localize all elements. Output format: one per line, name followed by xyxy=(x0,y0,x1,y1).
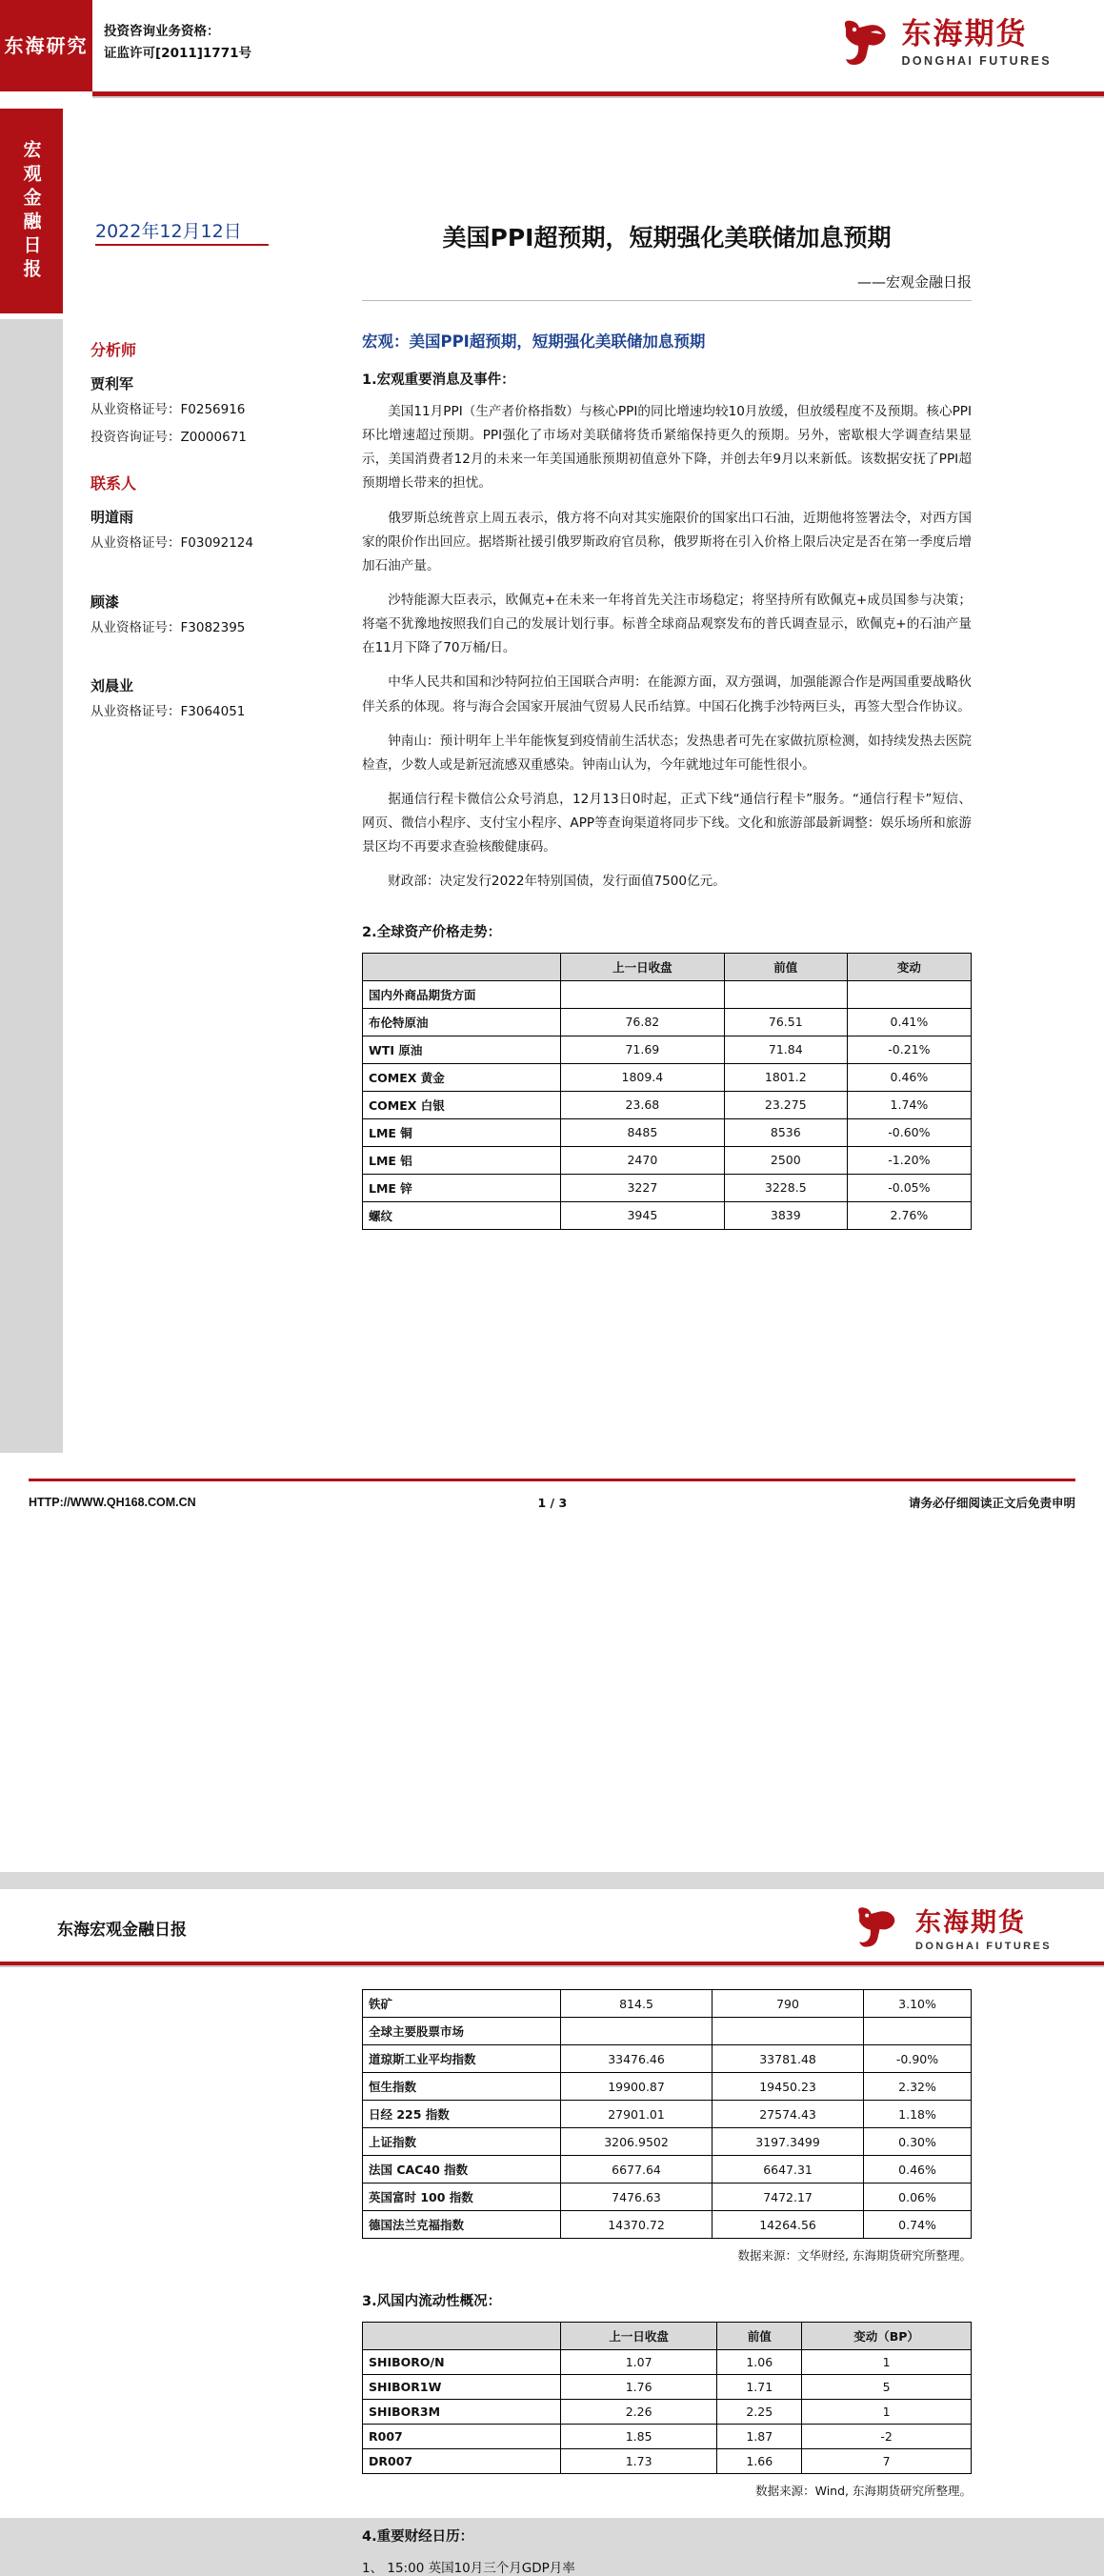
table-row xyxy=(363,2073,972,2101)
analyst-heading: 分析师 xyxy=(90,341,137,359)
page2-content xyxy=(362,1989,972,2576)
cell-change: 0.30% xyxy=(864,2128,972,2156)
document-page-2 xyxy=(0,1889,1104,2576)
cell-change: -0.90% xyxy=(864,2045,972,2073)
row-label: 螺纹 xyxy=(363,1201,561,1229)
empty-cell xyxy=(713,2018,864,2045)
cell-change: -0.05% xyxy=(847,1174,971,1201)
cell-close: 33476.46 xyxy=(561,2045,713,2073)
row-label: 日经 225 指数 xyxy=(363,2101,561,2128)
subsection-heading-2: 2.全球资产价格走势： xyxy=(362,924,502,940)
contact-name: 顾漆 xyxy=(90,593,120,611)
col-header-close: 上一日收盘 xyxy=(561,2323,717,2350)
data-source-note: 数据来源：文华财经, 东海期货研究所整理。 xyxy=(737,2248,972,2263)
analyst-license: 投资咨询证号：Z0000671 xyxy=(90,429,247,445)
cell-prev: 1.87 xyxy=(717,2425,802,2449)
cell-close: 1.73 xyxy=(561,2449,717,2474)
row-label: R007 xyxy=(363,2425,561,2449)
global-asset-price-table xyxy=(362,953,972,1230)
cell-prev: 3228.5 xyxy=(724,1174,847,1201)
company-logo xyxy=(853,1902,1052,1960)
footer-rule xyxy=(29,1479,1075,1481)
cell-close: 1.07 xyxy=(561,2350,717,2375)
table-row xyxy=(363,2101,972,2128)
table-row xyxy=(363,1118,972,1146)
table-header-row xyxy=(363,2323,972,2350)
table-row xyxy=(363,2045,972,2073)
cell-prev: 19450.23 xyxy=(713,2073,864,2101)
cell-prev: 27574.43 xyxy=(713,2101,864,2128)
cell-close: 23.68 xyxy=(561,1091,725,1118)
table-row xyxy=(363,2211,972,2239)
bull-logo-icon xyxy=(838,15,892,72)
cell-close: 1.85 xyxy=(561,2425,717,2449)
logo-english-name: DONGHAI FUTURES xyxy=(915,1941,1052,1952)
cell-change: 5 xyxy=(802,2375,972,2400)
analyst-license: 从业资格证号：F0256916 xyxy=(90,402,246,417)
cell-close: 71.69 xyxy=(561,1036,725,1063)
cell-change: 1.18% xyxy=(864,2101,972,2128)
col-header-prev: 前值 xyxy=(724,953,847,980)
logo-chinese-name: 东海期货 xyxy=(915,1908,1027,1938)
footer-disclaimer: 请务必仔细阅读正文后免责申明 xyxy=(908,1496,1075,1510)
col-header-blank xyxy=(363,953,561,980)
cell-close: 3227 xyxy=(561,1174,725,1201)
row-label: 布伦特原油 xyxy=(363,1008,561,1036)
row-label: COMEX 黄金 xyxy=(363,1063,561,1091)
cell-prev: 1.71 xyxy=(717,2375,802,2400)
table-row xyxy=(363,2425,972,2449)
row-label: 道琼斯工业平均指数 xyxy=(363,2045,561,2073)
row-label: LME 铝 xyxy=(363,1146,561,1174)
logo-chinese-name: 东海期货 xyxy=(901,17,1028,51)
data-source-note: 数据来源：Wind, 东海期货研究所整理。 xyxy=(755,2484,972,2498)
page2-grey-rule xyxy=(0,1965,1104,1967)
row-label: SHIBORO/N xyxy=(363,2350,561,2375)
paragraph: 俄罗斯总统普京上周五表示，俄方将不向对其实施限价的国家出口石油，近期他将签署法令，对西方国家的限价作出回应。据塔斯社援引俄罗斯政府官员称，俄罗斯将在引入价格上限后决定是否在第一季度后增加石油产量。 xyxy=(362,510,972,574)
page-gap xyxy=(0,1872,1104,1889)
table-row xyxy=(363,1990,972,2018)
table-section-row xyxy=(363,2018,972,2045)
table-row xyxy=(363,1063,972,1091)
cell-prev: 1801.2 xyxy=(724,1063,847,1091)
cell-close: 6677.64 xyxy=(561,2156,713,2184)
empty-cell xyxy=(561,980,725,1008)
cell-close: 8485 xyxy=(561,1118,725,1146)
table-section-row xyxy=(363,980,972,1008)
cell-change: 2.32% xyxy=(864,2073,972,2101)
cell-change: 1 xyxy=(802,2350,972,2375)
rail-brand-block xyxy=(0,0,92,91)
contact-entry xyxy=(90,592,348,639)
cell-prev: 71.84 xyxy=(724,1036,847,1063)
page2-header-title: 东海宏观金融日报 xyxy=(57,1921,187,1940)
empty-cell xyxy=(724,980,847,1008)
table-row xyxy=(363,1036,972,1063)
analyst-name: 贾利军 xyxy=(90,375,134,392)
table-row xyxy=(363,2156,972,2184)
cell-close: 1.76 xyxy=(561,2375,717,2400)
cell-change: 3.10% xyxy=(864,1990,972,2018)
col-header-close: 上一日收盘 xyxy=(561,953,725,980)
row-label: LME 铜 xyxy=(363,1118,561,1146)
cell-prev: 2500 xyxy=(724,1146,847,1174)
qualification-line-2: 证监许可[2011]1771号 xyxy=(104,45,251,61)
subsection-heading-3: 3.风国内流动性概况： xyxy=(362,2294,502,2309)
cell-change: -0.60% xyxy=(847,1118,971,1146)
subsection-heading-1: 1.宏观重要消息及事件： xyxy=(362,372,515,388)
col-header-change: 变动 xyxy=(847,953,971,980)
empty-cell xyxy=(561,2018,713,2045)
cell-change: -1.20% xyxy=(847,1146,971,1174)
report-date: 2022年12月12日 xyxy=(95,221,242,242)
qualification-note xyxy=(104,21,251,65)
calendar-item: 1、 15:00 英国10月三个月GDP月率 xyxy=(362,2561,575,2576)
cell-prev: 76.51 xyxy=(724,1008,847,1036)
contact-license: 从业资格证号：F3064051 xyxy=(90,704,246,720)
empty-cell xyxy=(864,2018,972,2045)
page-subtitle: ——宏观金融日报 xyxy=(856,273,972,291)
analyst-entry xyxy=(90,373,348,448)
cell-close: 3206.9502 xyxy=(561,2128,713,2156)
cell-prev: 790 xyxy=(713,1990,864,2018)
paragraph: 钟南山：预计明年上半年能恢复到疫情前生活状态；发热患者可先在家做抗原检测，如持续发热去医院检查，少数人或是新冠流感双重感染。钟南山认为，今年就地过年可能性很小。 xyxy=(362,733,972,773)
cell-prev: 1.06 xyxy=(717,2350,802,2375)
row-label: 英国富时 100 指数 xyxy=(363,2184,561,2211)
global-asset-price-table-continued xyxy=(362,1989,972,2239)
cell-close: 7476.63 xyxy=(561,2184,713,2211)
col-header-blank xyxy=(363,2323,561,2350)
table-row xyxy=(363,2128,972,2156)
row-label: COMEX 白银 xyxy=(363,1091,561,1118)
section-heading: 宏观：美国PPI超预期，短期强化美联储加息预期 xyxy=(362,332,706,351)
cell-prev: 3197.3499 xyxy=(713,2128,864,2156)
table-row xyxy=(363,1008,972,1036)
row-label: 上证指数 xyxy=(363,2128,561,2156)
main-content xyxy=(362,329,972,1230)
cell-close: 3945 xyxy=(561,1201,725,1229)
table-row xyxy=(363,2449,972,2474)
cell-prev: 8536 xyxy=(724,1118,847,1146)
page-header xyxy=(92,0,1104,91)
subsection-heading-4: 4.重要财经日历： xyxy=(362,2529,474,2545)
cell-change: 2.76% xyxy=(847,1201,971,1229)
cell-change: -0.21% xyxy=(847,1036,971,1063)
page-number: 1 / 3 xyxy=(537,1495,568,1510)
row-label: SHIBOR1W xyxy=(363,2375,561,2400)
qualification-line-1: 投资咨询业务资格： xyxy=(104,24,220,39)
rail-section-label: 宏观金融日报 xyxy=(20,139,42,283)
cell-prev: 14264.56 xyxy=(713,2211,864,2239)
cell-prev: 23.275 xyxy=(724,1091,847,1118)
paragraph: 美国11月PPI（生产者价格指数）与核心PPI的同比增速均较10月放缓，但放缓程度不及预期。核心PPI环比增速超过预期。PPI强化了市场对美联储将货币紧缩保持更久的预期。另外，密歇根大学调查结果显示，美国消费者12月的未来一年美国通胀预期初值意外下降，并创去年9月以来新低。该数据安抚了PPI超预期增长带来的担忧。 xyxy=(362,404,972,492)
contact-name: 明道雨 xyxy=(90,509,134,527)
cell-prev: 1.66 xyxy=(717,2449,802,2474)
cell-prev: 7472.17 xyxy=(713,2184,864,2211)
paragraph: 据通信行程卡微信公众号消息，12月13日0时起，正式下线“通信行程卡”服务。“通信行程卡”短信、网页、微信小程序、支付宝小程序、APP等查询渠道将同步下线。文化和旅游部最新调整：娱乐场所和旅游景区均不再要求查验核酸健康码。 xyxy=(362,791,972,855)
cell-prev: 33781.48 xyxy=(713,2045,864,2073)
date-underline xyxy=(95,244,269,246)
row-label: LME 锌 xyxy=(363,1174,561,1201)
cell-change: 0.06% xyxy=(864,2184,972,2211)
analyst-panel xyxy=(90,338,348,730)
row-label: 恒生指数 xyxy=(363,2073,561,2101)
section-label: 国内外商品期货方面 xyxy=(363,980,561,1008)
rail-brand-text: 东海研究 xyxy=(4,33,89,57)
section-label: 全球主要股票市场 xyxy=(363,2018,561,2045)
cell-change: 7 xyxy=(802,2449,972,2474)
cell-change: 1 xyxy=(802,2400,972,2425)
table-row xyxy=(363,2350,972,2375)
left-rail xyxy=(0,0,92,1479)
cell-change: 0.46% xyxy=(847,1063,971,1091)
cell-close: 1809.4 xyxy=(561,1063,725,1091)
contact-license: 从业资格证号：F3082395 xyxy=(90,619,246,635)
header-grey-rule xyxy=(92,96,1104,98)
page-title: 美国PPI超预期，短期强化美联储加息预期 xyxy=(442,224,892,252)
title-divider xyxy=(362,300,972,301)
cell-change: 0.41% xyxy=(847,1008,971,1036)
cell-change: 0.46% xyxy=(864,2156,972,2184)
cell-change: 1.74% xyxy=(847,1091,971,1118)
contact-entry xyxy=(90,507,348,554)
page-footer xyxy=(29,1494,1075,1511)
table-row xyxy=(363,1091,972,1118)
rail-grey-strip xyxy=(0,319,63,1453)
contact-entry xyxy=(90,675,348,723)
row-label: WTI 原油 xyxy=(363,1036,561,1063)
page2-header xyxy=(0,1889,1104,1965)
table-row xyxy=(363,1201,972,1229)
cell-close: 19900.87 xyxy=(561,2073,713,2101)
row-label: 铁矿 xyxy=(363,1990,561,2018)
row-label: SHIBOR3M xyxy=(363,2400,561,2425)
row-label: 法国 CAC40 指数 xyxy=(363,2156,561,2184)
table-header-row xyxy=(363,953,972,980)
cell-close: 2.26 xyxy=(561,2400,717,2425)
cell-prev: 3839 xyxy=(724,1201,847,1229)
cell-change: 0.74% xyxy=(864,2211,972,2239)
col-header-change-bp: 变动（BP） xyxy=(802,2323,972,2350)
contact-heading: 联系人 xyxy=(90,474,137,493)
row-label: 德国法兰克福指数 xyxy=(363,2211,561,2239)
cell-close: 27901.01 xyxy=(561,2101,713,2128)
contact-name: 刘晨业 xyxy=(90,677,134,695)
table-row xyxy=(363,1174,972,1201)
cell-close: 2470 xyxy=(561,1146,725,1174)
cell-close: 76.82 xyxy=(561,1008,725,1036)
table-row xyxy=(363,2375,972,2400)
cell-close: 14370.72 xyxy=(561,2211,713,2239)
col-header-prev: 前值 xyxy=(717,2323,802,2350)
row-label: DR007 xyxy=(363,2449,561,2474)
liquidity-table xyxy=(362,2322,972,2474)
rail-section-macro-daily xyxy=(0,109,63,313)
paragraph: 沙特能源大臣表示，欧佩克+在未来一年将首先关注市场稳定；将坚持所有欧佩克+成员国参与决策；将毫不犹豫地按照我们自己的发展计划行事。标普全球商品观察发布的普氏调查显示，欧佩克+的石油产量在11月下降了70万桶/日。 xyxy=(362,592,972,656)
logo-english-name: DONGHAI FUTURES xyxy=(901,54,1052,68)
table-row xyxy=(363,1146,972,1174)
contact-license: 从业资格证号：F03092124 xyxy=(90,535,253,552)
table-row xyxy=(363,2184,972,2211)
company-logo xyxy=(838,15,1052,72)
cell-prev: 2.25 xyxy=(717,2400,802,2425)
cell-prev: 6647.31 xyxy=(713,2156,864,2184)
footer-url[interactable]: HTTP://WWW.QH168.COM.CN xyxy=(29,1496,196,1509)
bull-logo-icon xyxy=(853,1902,906,1960)
cell-close: 814.5 xyxy=(561,1990,713,2018)
cell-change: -2 xyxy=(802,2425,972,2449)
paragraph: 中华人民共和国和沙特阿拉伯王国联合声明：在能源方面，双方强调，加强能源合作是两国重要战略伙伴关系的体现。将与海合会国家开展油气贸易人民币结算。中国石化携手沙特两巨头，再签大型合作协议。 xyxy=(362,674,972,714)
paragraph: 财政部：决定发行2022年特别国债，发行面值7500亿元。 xyxy=(388,874,726,890)
empty-cell xyxy=(847,980,971,1008)
table-row xyxy=(363,2400,972,2425)
